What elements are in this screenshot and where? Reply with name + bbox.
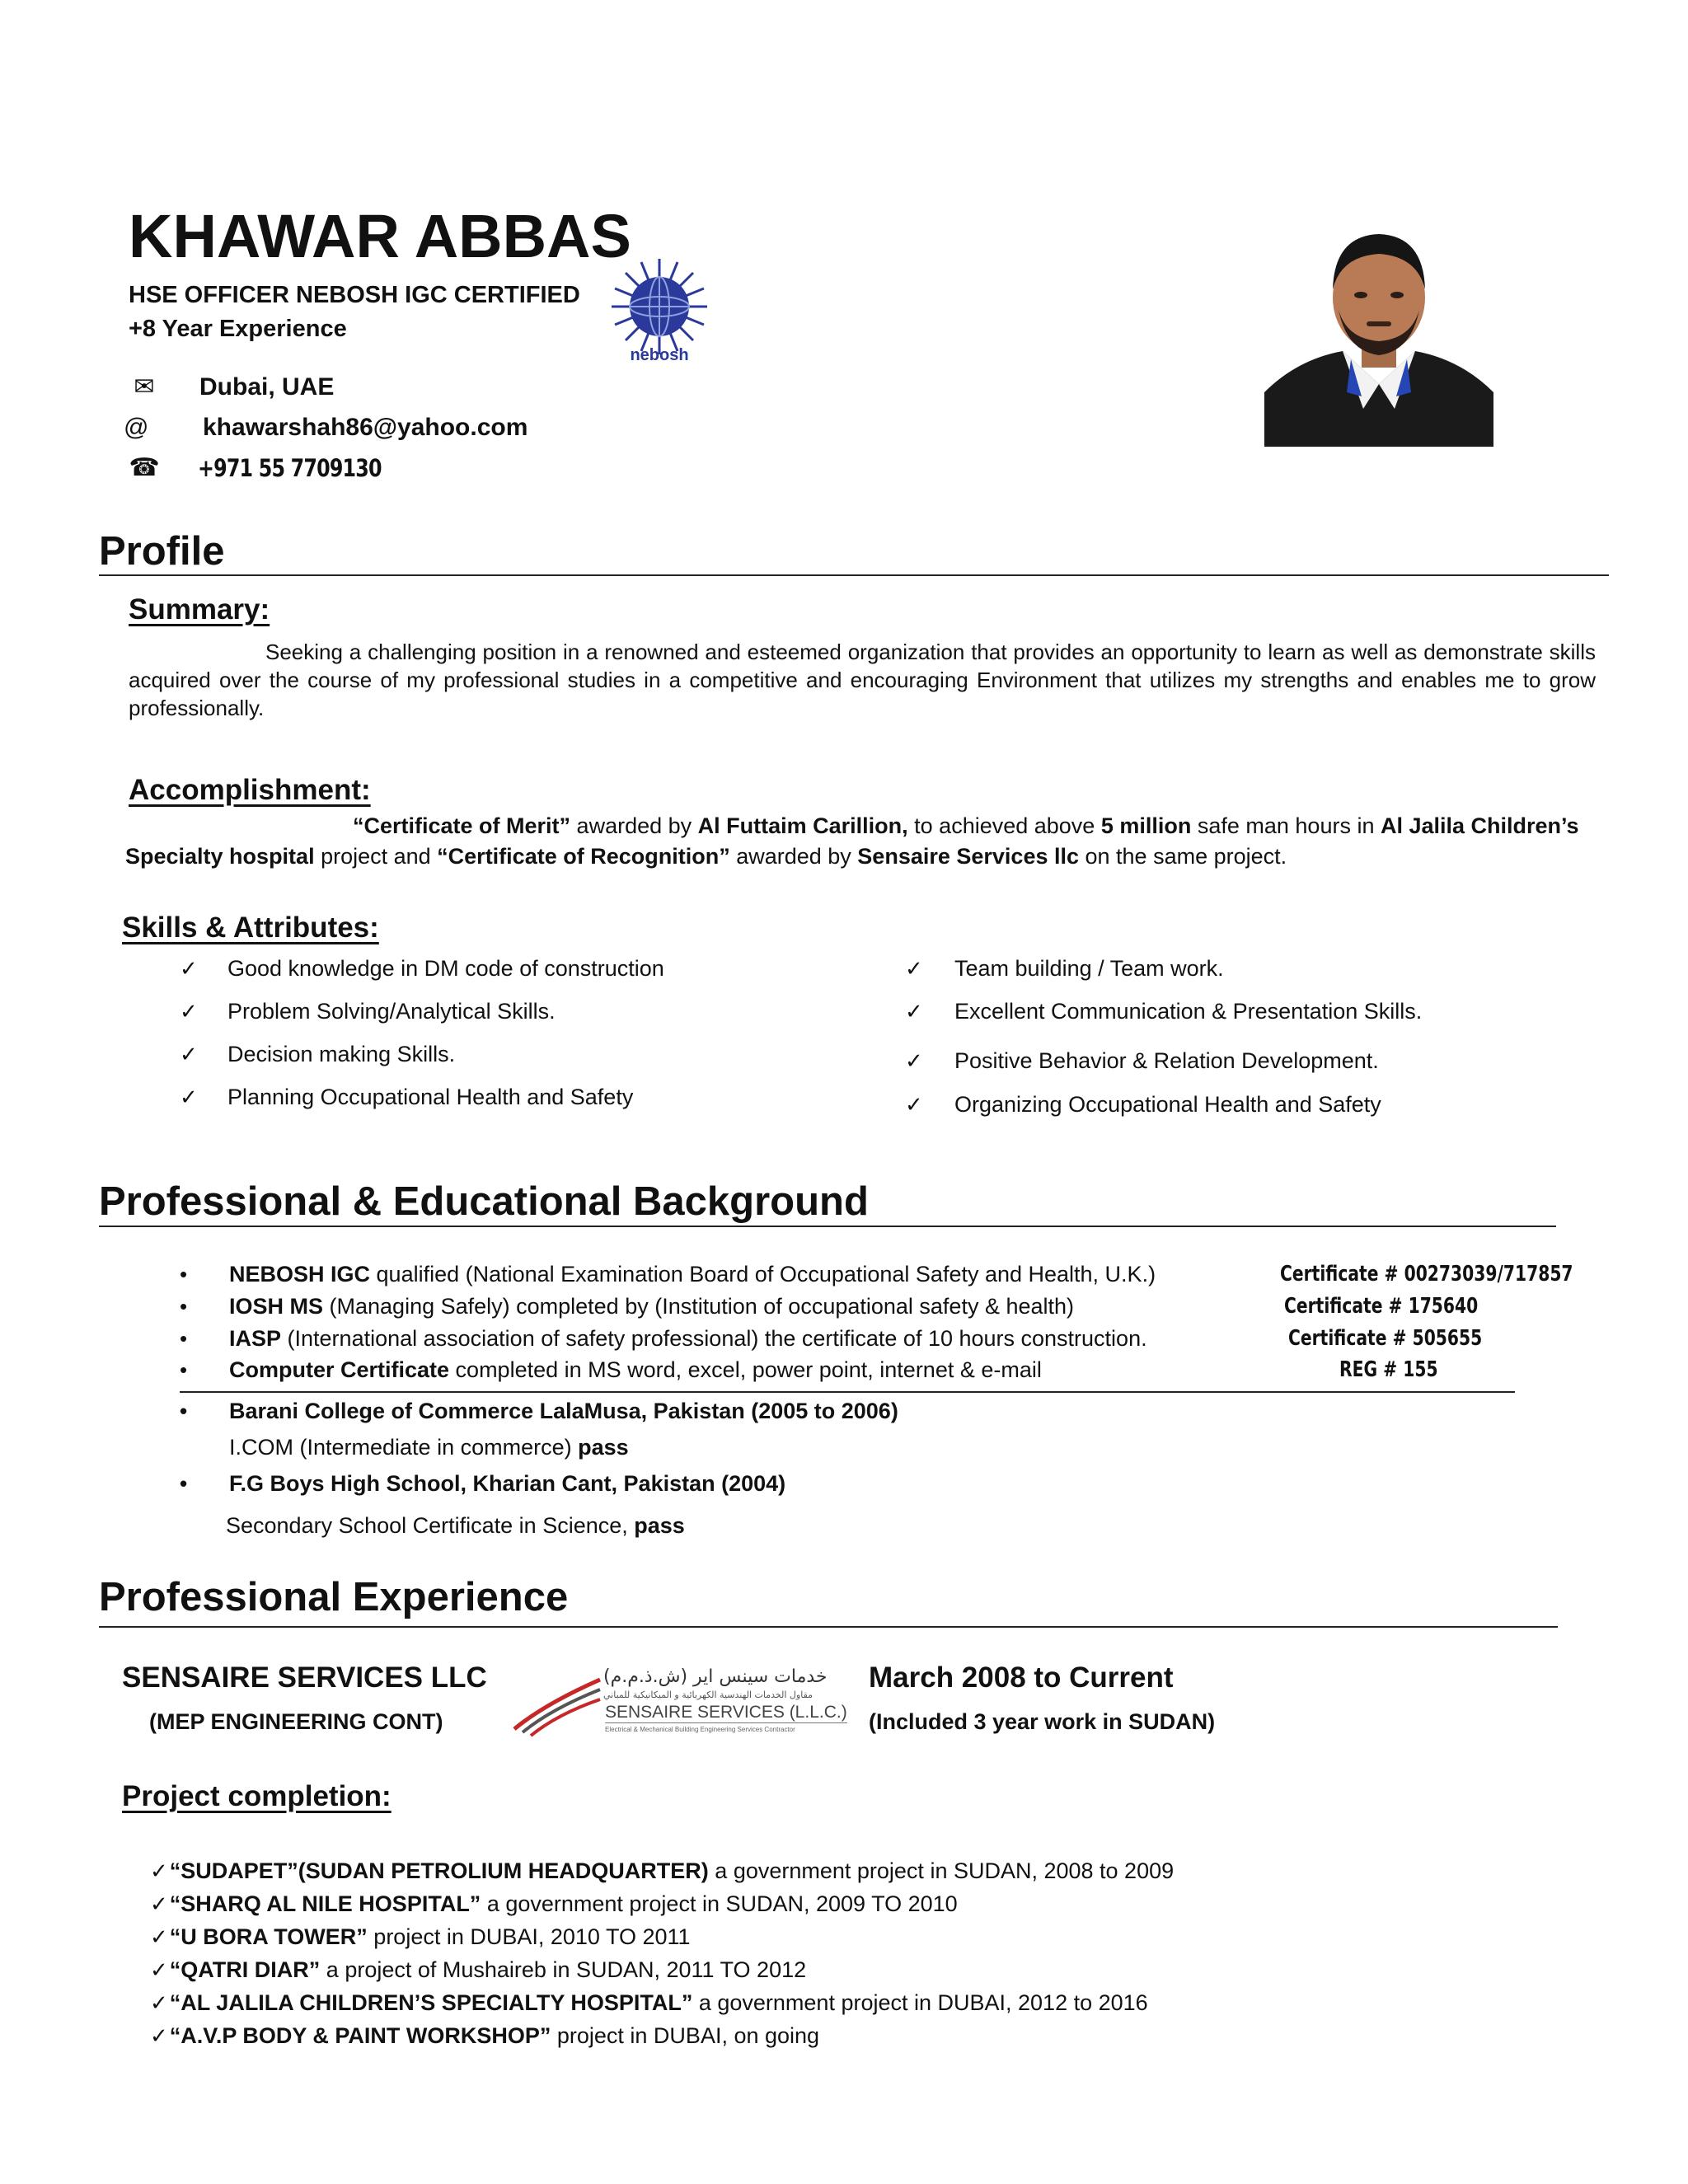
- project-item: ✓“QATRI DIAR” a project of Mushaireb in SUDAN, 2011 TO 2012: [150, 1957, 807, 1982]
- education-rule: [99, 1226, 1556, 1227]
- envelope-icon: ✉: [134, 373, 155, 401]
- school-detail: I.COM (Intermediate in commerce) pass: [229, 1435, 629, 1460]
- check-icon: ✓: [905, 1048, 923, 1073]
- cert-divider: [180, 1391, 1515, 1393]
- skill-item: ✓ Organizing Occupational Health and Safety: [905, 1092, 1381, 1117]
- project-item: ✓“AL JALILA CHILDREN’S SPECIALTY HOSPITAL” a government project in DUBAI, 2012 to 2016: [150, 1990, 1148, 2015]
- candidate-name: KHAWAR ABBAS: [129, 202, 631, 270]
- projects-heading: Project completion:: [122, 1780, 392, 1812]
- logo-text: SENSAIRE SERVICES (L.L.C.): [605, 1703, 847, 1722]
- profile-photo: [1264, 219, 1493, 447]
- location-text: Dubai, UAE: [199, 373, 335, 401]
- cert-reference: Certificate # 175640: [1284, 1294, 1479, 1319]
- summary-heading: Summary:: [129, 593, 270, 626]
- sensaire-swoosh-icon: [511, 1671, 603, 1737]
- cert-reference: Certificate # 505655: [1288, 1326, 1483, 1351]
- contact-email: [124, 414, 528, 442]
- contact-phone: [124, 453, 422, 482]
- skill-item: ✓ Team building / Team work.: [905, 956, 1224, 981]
- project-item: ✓“U BORA TOWER” project in DUBAI, 2010 TO 2011: [150, 1924, 691, 1949]
- summary-text: Seeking a challenging position in a renowned and esteemed organization that provides an opportunity to learn as well as demonstrate skills acquired over the course of my professional studies in a competitive and encouraging Environment that utilizes my strengths and enables me to grow professionally.: [129, 640, 1596, 720]
- cert-item: • IASP (International association of safety professional) the certificate of 10 hours construction.: [180, 1326, 1147, 1351]
- period-note: (Included 3 year work in SUDAN): [869, 1709, 1216, 1734]
- check-icon: ✓: [150, 1858, 168, 1883]
- skill-item: ✓ Planning Occupational Health and Safety: [180, 1085, 634, 1109]
- check-icon: ✓: [180, 1085, 198, 1109]
- skills-heading: Skills & Attributes:: [122, 912, 379, 944]
- phone-icon: ☎: [129, 454, 160, 481]
- company-name: SENSAIRE SERVICES LLC: [122, 1661, 487, 1694]
- check-icon: ✓: [150, 2023, 168, 2048]
- at-icon: @: [124, 414, 149, 441]
- employment-period: March 2008 to Current: [869, 1661, 1174, 1694]
- phone-number[interactable]: +971 55 7709130: [198, 453, 382, 482]
- profile-heading: Profile: [99, 529, 225, 574]
- experience-heading: Professional Experience: [99, 1575, 569, 1619]
- accomplishment-heading: Accomplishment:: [129, 774, 371, 806]
- school-detail: Secondary School Certificate in Science, pass: [226, 1513, 685, 1538]
- experience-years: +8 Year Experience: [129, 316, 347, 342]
- email-link[interactable]: khawarshah86@yahoo.com: [203, 414, 528, 441]
- company-type: (MEP ENGINEERING CONT): [149, 1709, 443, 1734]
- logo-arabic-text: خدمات سينس اير (ش.ذ.م.م): [603, 1666, 828, 1687]
- skill-item: ✓ Good knowledge in DM code of construction: [180, 956, 664, 981]
- check-icon: ✓: [150, 1924, 168, 1949]
- check-icon: ✓: [180, 1042, 198, 1066]
- accomplishment-text: “Certificate of Merit” awarded by Al Futtaim Carillion, to achieved above 5 million safe man hours in Al Jalila Children’s Specialty hospital project and “Certificate of Recognition” awarded by Sensaire Services llc on the same project.: [125, 813, 1579, 869]
- check-icon: ✓: [905, 999, 923, 1024]
- logo-arabic-sub: مقاول الخدمات الهندسية الكهربائية و الميكانيكية للمباني: [603, 1690, 814, 1700]
- nebosh-logo-text: nebosh: [630, 346, 689, 364]
- cert-reference: Certificate # 00273039/717857: [1280, 1262, 1573, 1286]
- experience-rule: [99, 1626, 1558, 1628]
- skill-item: ✓ Excellent Communication & Presentation Skills.: [905, 999, 1423, 1024]
- skill-item: ✓ Problem Solving/Analytical Skills.: [180, 999, 556, 1024]
- education-heading: Professional & Educational Background: [99, 1179, 869, 1224]
- contact-location: [124, 373, 334, 401]
- job-title: HSE OFFICER NEBOSH IGC CERTIFIED: [129, 282, 580, 308]
- check-icon: ✓: [905, 956, 923, 981]
- project-item: ✓“A.V.P BODY & PAINT WORKSHOP” project in DUBAI, on going: [150, 2023, 820, 2048]
- sensaire-logo: [511, 1666, 847, 1741]
- profile-rule: [99, 574, 1609, 576]
- cert-item: • IOSH MS (Managing Safely) completed by (Institution of occupational safety & health): [180, 1294, 1075, 1319]
- project-item: ✓“SHARQ AL NILE HOSPITAL” a government project in SUDAN, 2009 TO 2010: [150, 1891, 958, 1916]
- cert-item: • NEBOSH IGC qualified (National Examination Board of Occupational Safety and Health, U.K.): [180, 1262, 1156, 1286]
- school-item: • F.G Boys High School, Kharian Cant, Pakistan (2004): [180, 1471, 786, 1496]
- skill-item: ✓ Decision making Skills.: [180, 1042, 456, 1066]
- skill-item: ✓ Positive Behavior & Relation Development.: [905, 1048, 1379, 1073]
- nebosh-logo: [606, 257, 713, 364]
- check-icon: ✓: [150, 1957, 168, 1982]
- cert-reference: REG # 155: [1339, 1357, 1438, 1382]
- check-icon: ✓: [180, 999, 198, 1024]
- check-icon: ✓: [905, 1092, 923, 1117]
- project-item: ✓“SUDAPET”(SUDAN PETROLIUM HEADQUARTER) a government project in SUDAN, 2008 to 2009: [150, 1858, 1175, 1883]
- check-icon: ✓: [150, 1891, 168, 1916]
- school-item: • Barani College of Commerce LalaMusa, Pakistan (2005 to 2006): [180, 1399, 898, 1423]
- check-icon: ✓: [180, 956, 198, 981]
- logo-subtext: Electrical & Mechanical Building Engineering Services Contractor: [605, 1726, 795, 1733]
- cert-item: • Computer Certificate completed in MS word, excel, power point, internet & e-mail: [180, 1357, 1042, 1382]
- check-icon: ✓: [150, 1990, 168, 2015]
